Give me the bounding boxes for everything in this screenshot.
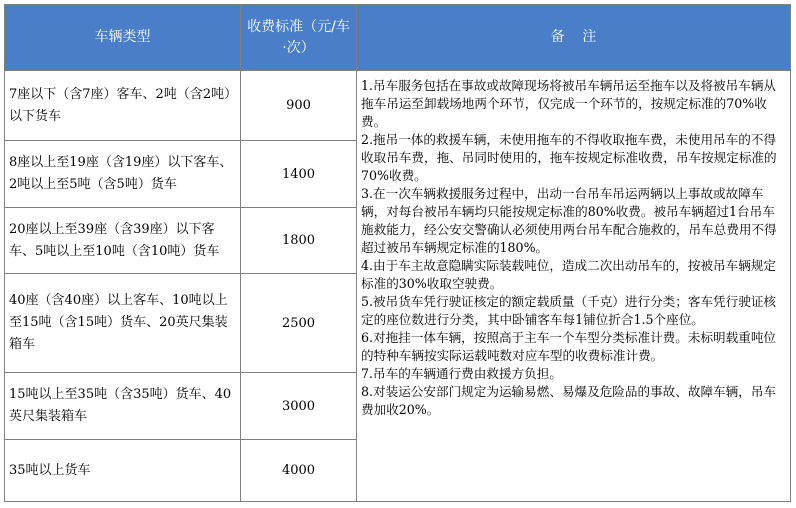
fee-cell: 4000	[241, 440, 357, 502]
note-item-4: 4.由于车主故意隐瞒实际装载吨位，造成二次出动吊车的，按被吊车辆规定标准的30%收取空驶费。	[361, 258, 777, 291]
fee-cell: 2500	[241, 274, 357, 373]
vehicle-type-cell: 7座以下（含7座）客车、2吨（含2吨）以下货车	[5, 71, 241, 141]
header-fee-standard	[241, 5, 357, 71]
vehicle-type-cell: 20座以上至39座（含39座）以下客车、5吨以上至10吨（含10吨）货车	[5, 208, 241, 274]
note-item-5: 5.被吊货车凭行驶证核定的额定载质量（千克）进行分类；客车凭行驶证核定的座位数进行分类，其中卧铺客车每1铺位折合1.5个座位。	[361, 294, 777, 327]
header-vehicle-type: 车辆类型	[5, 5, 241, 71]
fee-cell: 1800	[241, 208, 357, 274]
fee-cell: 3000	[241, 373, 357, 440]
fee-cell: 900	[241, 71, 357, 141]
fee-cell: 1400	[241, 141, 357, 208]
table-row	[5, 71, 791, 141]
notes-cell	[357, 71, 791, 502]
note-item-3: 3.在一次车辆救援服务过程中，出动一台吊车吊运两辆以上事故或故障车辆，对每台被吊车辆均只能按规定标准的80%收费。被吊车辆超过1台吊车施救能力，经公安交警确认必须使用两台吊车配合施救的，吊车总费用不得超过被吊车辆规定标准的180%。	[361, 186, 777, 255]
fee-table	[4, 4, 791, 502]
table-header-row	[5, 5, 791, 71]
note-item-8: 8.对装运公安部门规定为运输易燃、易爆及危险品的事故、故障车辆，吊车费加收20%。	[361, 384, 777, 417]
note-item-7: 7.吊车的车辆通行费由救援方负担。	[361, 366, 562, 381]
note-item-6: 6.对拖挂一体车辆，按照高于主车一个车型分类标准计费。未标明载重吨位的特种车辆按实际运载吨数对应车型的收费标准计费。	[361, 330, 777, 363]
header-fee-label: 收费标准（元/车·次）	[247, 18, 350, 56]
note-item-1: 1.吊车服务包括在事故或故障现场将被吊车辆吊运至拖车以及将被吊车辆从拖车吊运至卸载场地两个环节，仅完成一个环节的，按规定标准的70%收费。	[361, 78, 777, 129]
vehicle-type-cell: 35吨以上货车	[5, 440, 241, 502]
note-item-2: 2.拖吊一体的救援车辆，未使用拖车的不得收取拖车费，未使用吊车的不得收取吊车费，拖、吊同时使用的，拖车按规定标准收费，吊车按规定标准的70%收费。	[361, 132, 777, 183]
vehicle-type-cell: 15吨以上至35吨（含35吨）货车、40英尺集装箱车	[5, 373, 241, 440]
vehicle-type-cell: 8座以上至19座（含19座）以下客车、2吨以上至5吨（含5吨）货车	[5, 141, 241, 208]
header-notes: 备 注	[357, 5, 791, 71]
vehicle-type-cell: 40座（含40座）以上客车、10吨以上至15吨（含15吨）货车、20英尺集装箱车	[5, 274, 241, 373]
